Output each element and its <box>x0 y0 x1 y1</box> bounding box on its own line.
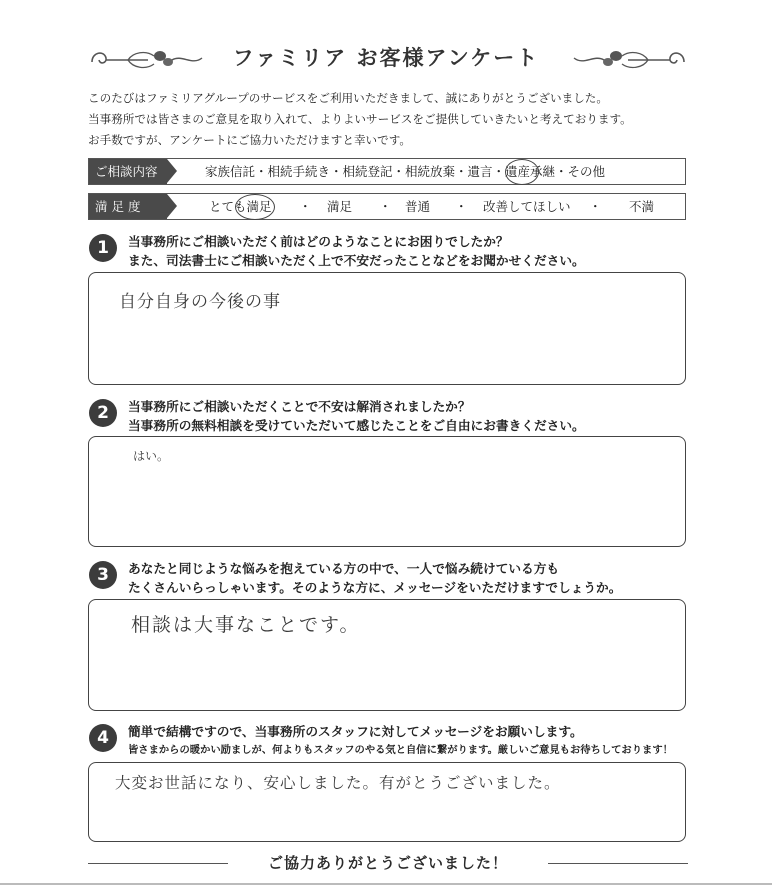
answer-box-4[interactable] <box>88 762 686 842</box>
answer-text: 相談は大事なことです。 <box>131 614 361 636</box>
answer-box-1[interactable] <box>88 272 686 385</box>
separator: ・ <box>379 199 392 214</box>
question-text <box>128 397 585 435</box>
header <box>0 38 772 78</box>
consult-label: ご相談内容 <box>89 159 167 184</box>
question-line: 当事務所にご相談いただく前はどのようなことにお困りでしたか？ <box>128 234 509 249</box>
selected-circle <box>505 159 539 185</box>
answer-text: はい。 <box>133 449 170 463</box>
question-text <box>128 722 673 760</box>
question-number: 4 <box>89 724 117 752</box>
satisfaction-option[interactable]: 不満 <box>629 199 655 214</box>
satisfaction-option[interactable]: 改善してほしい <box>483 199 571 214</box>
separator: ・ <box>589 199 602 214</box>
question-number: 1 <box>89 234 117 262</box>
answer-box-3[interactable] <box>88 599 686 711</box>
answer-text: 自分自身の今後の事 <box>119 292 281 312</box>
satisfaction-option[interactable]: 普通 <box>405 199 431 214</box>
intro-line: お手数ですが、アンケートにご協力いただけますと幸いです。 <box>88 133 412 147</box>
question-line: 当事務所の無料相談を受けていただいて感じたことをご自由にお書きください。 <box>128 418 585 433</box>
question-line: 皆さまからの暖かい励ましが、何よりもスタッフのやる気と自信に繋がります。厳しいご意見もお待ちしております！ <box>128 744 673 756</box>
separator: ・ <box>299 199 312 214</box>
question-text <box>128 559 621 597</box>
question-line: また、司法書士にご相談いただく上で不安だったことなどをお聞かせください。 <box>128 253 585 268</box>
thanks-text: ご協力ありがとうございました！ <box>267 854 508 872</box>
question-line: あなたと同じような悩みを抱えている方の中で、一人で悩み続けている方も <box>128 561 560 576</box>
satisfaction-row <box>88 193 686 220</box>
answer-box-2[interactable] <box>88 436 686 547</box>
intro-line: このたびはファミリアグループのサービスをご利用いただきまして、誠にありがとうございました。 <box>88 91 608 105</box>
consult-options[interactable]: 家族信託・相続手続き・相続登記・相続放棄・遺言・遺産承継・その他 <box>205 164 606 179</box>
answer-text: 大変お世話になり、安心しました。有がとうございました。 <box>115 774 561 792</box>
satisfaction-label: 満 足 度 <box>89 194 167 219</box>
divider <box>548 863 688 864</box>
intro-text <box>88 88 708 151</box>
question-number: 3 <box>89 561 117 589</box>
arrow-icon <box>167 194 177 218</box>
question-line: 当事務所にご相談いただくことで不安は解消されましたか？ <box>128 399 471 414</box>
page-edge <box>0 883 772 885</box>
question-text <box>128 232 585 270</box>
question-number: 2 <box>89 399 117 427</box>
satisfaction-option[interactable]: 満足 <box>327 199 353 214</box>
selected-circle <box>235 194 275 220</box>
footer <box>88 850 688 874</box>
intro-line: 当事務所では皆さまのご意見を取り入れて、よりよいサービスをご提供していきたいと考えております。 <box>88 112 632 126</box>
question-line: 簡単で結構ですので、当事務所のスタッフに対してメッセージをお願いします。 <box>128 724 583 739</box>
consult-row <box>88 158 686 185</box>
satisfaction-option[interactable]: とても満足 <box>209 199 272 214</box>
arrow-icon <box>167 159 177 183</box>
question-line: たくさんいらっしゃいます。そのような方に、メッセージをいただけますでしょうか。 <box>128 580 622 595</box>
page-title: ファミリア お客様アンケート <box>232 46 540 70</box>
flourish-right-icon <box>568 38 688 78</box>
separator: ・ <box>455 199 468 214</box>
